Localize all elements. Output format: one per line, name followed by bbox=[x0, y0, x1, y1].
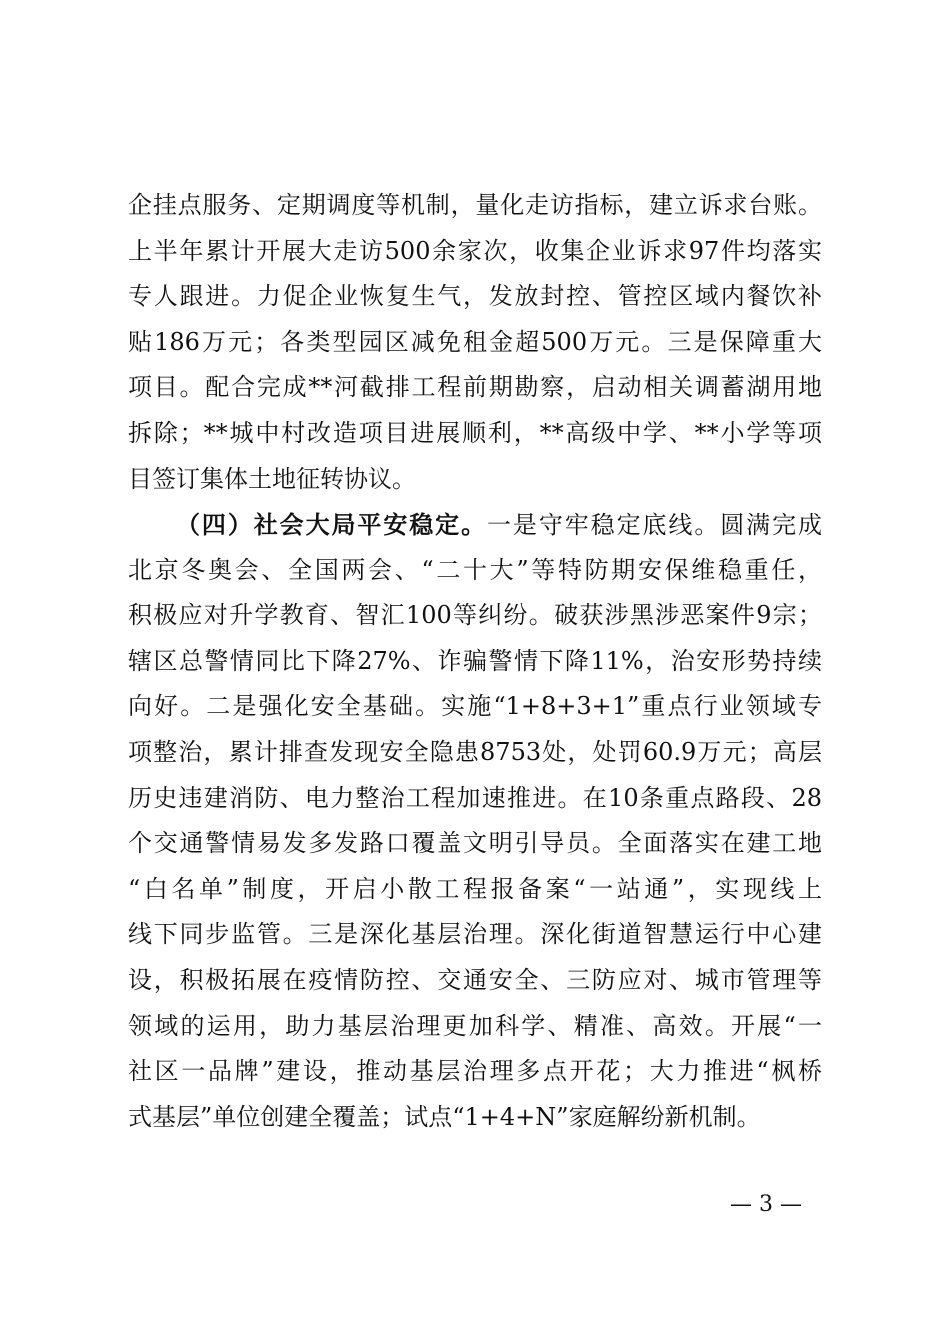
text-line: 向好。二是强化安全基础。实施“1+8+3+1”重点行业领域专 bbox=[128, 692, 822, 721]
text-line: 目签订集体土地征转协议。 bbox=[128, 464, 416, 493]
section-heading-rest: 一是守牢稳定底线。圆满完成 bbox=[487, 511, 822, 539]
text-line: 北京冬奥会、全国两会、“二十大”等特防期安保维稳重任， bbox=[128, 555, 822, 584]
text-line: 式基层”单位创建全覆盖；试点“1+4+N”家庭解纷新机制。 bbox=[128, 1102, 761, 1131]
text-line: 企挂点服务、定期调度等机制，量化走访指标，建立诉求台账。 bbox=[128, 191, 822, 219]
text-line: 历史违建消防、电力整治工程加速推进。在10条重点路段、28 bbox=[128, 783, 822, 812]
text-line: 社区一品牌”建设，推动基层治理多点开花；大力推进“枫桥 bbox=[128, 1057, 822, 1086]
text-line: 贴186万元；各类型园区减免租金超500万元。三是保障重大 bbox=[128, 327, 822, 356]
text-line: 设，积极拓展在疫情防控、交通安全、三防应对、城市管理等 bbox=[128, 965, 822, 994]
paragraph-continued bbox=[128, 183, 822, 502]
section-heading: （四）社会大局平安稳定。 bbox=[176, 510, 487, 539]
text-line: 领域的运用，助力基层治理更加科学、精准、高效。开展“一 bbox=[128, 1011, 822, 1040]
text-line: 线下同步监管。三是深化基层治理。深化街道智慧运行中心建 bbox=[128, 920, 822, 949]
text-line: 专人跟进。力促企业恢复生气，发放封控、管控区域内餐饮补 bbox=[128, 282, 822, 311]
text-line: 上半年累计开展大走访500余家次，收集企业诉求97件均落实 bbox=[128, 236, 822, 265]
text-line: 拆除；**城中村改造项目进展顺利，**高级中学、**小学等项 bbox=[128, 418, 822, 447]
section-heading-line bbox=[128, 502, 822, 548]
text-line: “白名单”制度，开启小散工程报备案“一站通”，实现线上 bbox=[128, 874, 822, 903]
text-line: 辖区总警情同比下降27%、诈骗警情下降11%，治安形势持续 bbox=[128, 646, 822, 675]
page-number: — 3 — bbox=[730, 1192, 802, 1217]
text-line: 项整治，累计排查发现安全隐患8753处，处罚60.9万元；高层 bbox=[128, 737, 822, 766]
text-line: 项目。配合完成**河截排工程前期勘察，启动相关调蓄湖用地 bbox=[128, 373, 822, 402]
text-line: 积极应对升学教育、智汇100等纠纷。破获涉黑涉恶案件9宗； bbox=[128, 601, 822, 630]
text-line: 个交通警情易发多发路口覆盖文明引导员。全面落实在建工地 bbox=[128, 829, 822, 858]
section-four-paragraph bbox=[128, 502, 822, 1140]
